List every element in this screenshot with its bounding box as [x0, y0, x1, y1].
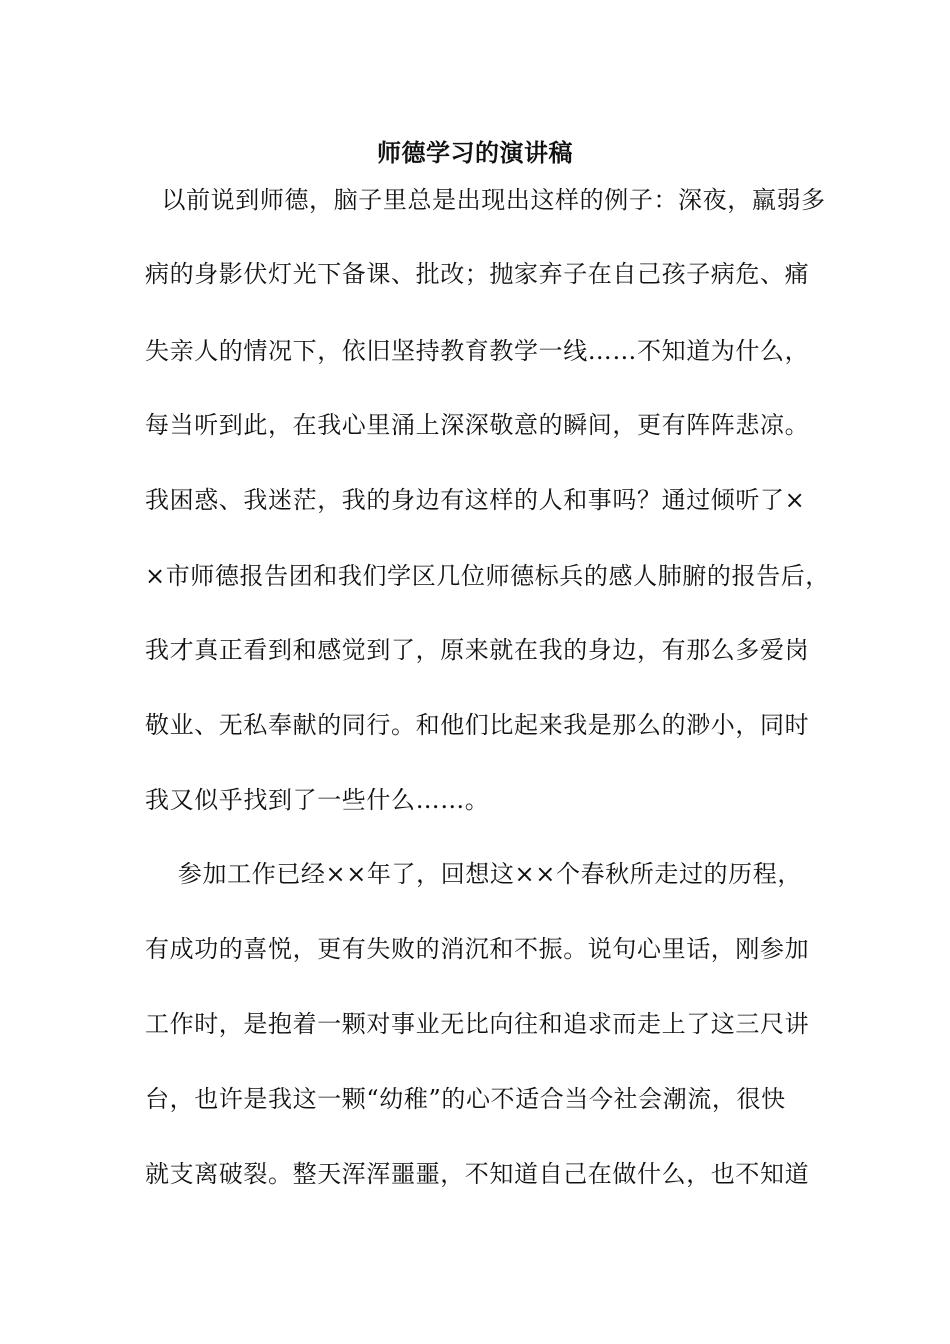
- body-line-3: 失亲人的情况下，依旧坚持教育教学一线……不知道为什么，: [145, 337, 810, 365]
- body-line-11: 有成功的喜悦，更有失败的消沉和不振。说句心里话，刚参加: [145, 935, 810, 963]
- body-line-1: 以前说到师德，脑子里总是出现出这样的例子：深夜，羸弱多: [145, 186, 826, 214]
- body-line-10: 参加工作已经××年了，回想这××个春秋所走过的历程，: [145, 860, 802, 888]
- body-line-4: 每当听到此，在我心里涌上深深敬意的瞬间，更有阵阵悲凉。: [145, 411, 810, 439]
- body-line-5: 我困惑、我迷茫，我的身边有这样的人和事吗？通过倾听了×: [145, 486, 806, 514]
- body-line-2: 病的身影伏灯光下备课、批改；抛家弃子在自己孩子病危、痛: [145, 260, 810, 288]
- body-line-6: ×市师德报告团和我们学区几位师德标兵的感人肺腑的报告后，: [145, 562, 830, 590]
- body-line-12: 工作时，是抱着一颗对事业无比向往和追求而走上了这三尺讲: [145, 1010, 810, 1038]
- body-line-8: 敬业、无私奉献的同行。和他们比起来我是那么的渺小，同时: [145, 711, 810, 739]
- body-line-9: 我又似乎找到了一些什么……。: [145, 786, 490, 814]
- body-line-13: 台，也许是我这一颗“幼稚”的心不适合当今社会潮流，很快: [145, 1085, 786, 1113]
- document-title: 师德学习的演讲稿: [377, 138, 573, 167]
- body-line-14: 就支离破裂。整天浑浑噩噩，不知道自己在做什么，也不知道: [145, 1160, 810, 1188]
- body-line-7: 我才真正看到和感觉到了，原来就在我的身边，有那么多爱岗: [145, 636, 810, 664]
